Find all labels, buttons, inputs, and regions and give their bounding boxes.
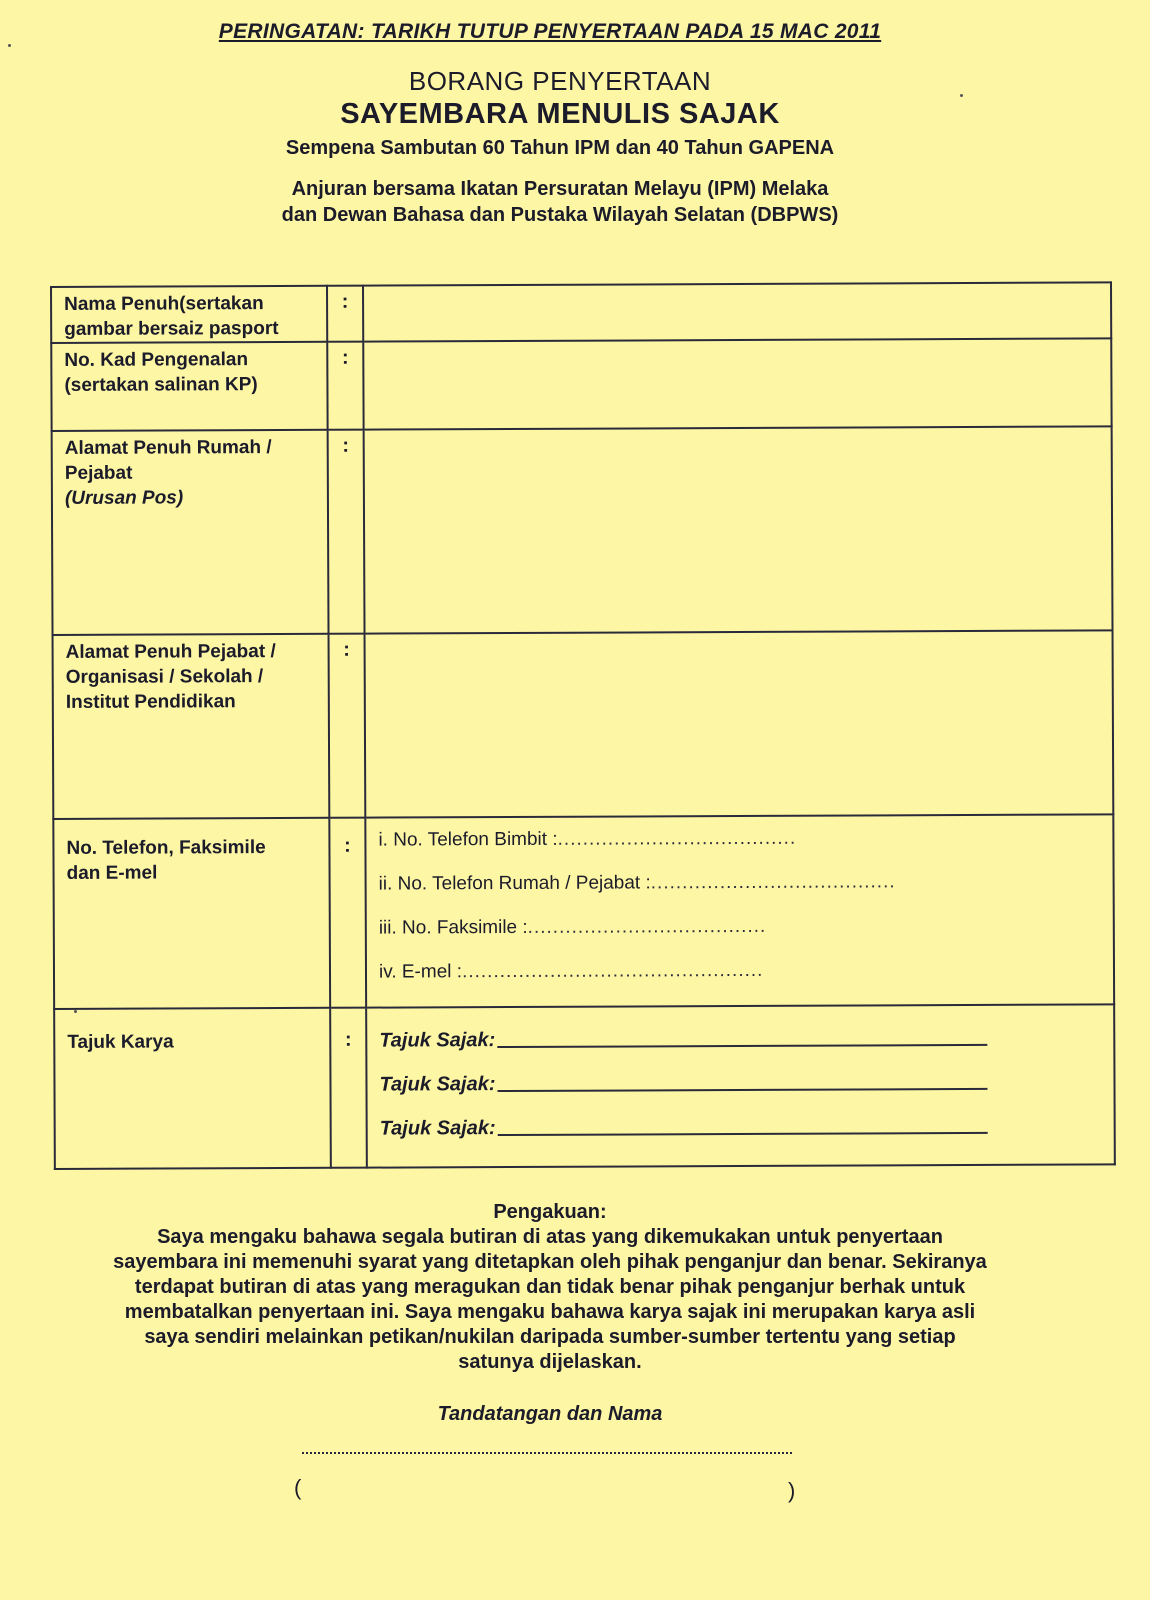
scan-speck [74,1010,77,1013]
name-close-paren: ) [788,1478,796,1503]
home-address-label-line-2: Pejabat [64,462,133,484]
fax-dots: ...................................... [527,915,767,938]
work-title-label-line-1: Tajuk Karya [67,1031,174,1053]
office-address-label [53,634,330,819]
poem-title-fields [366,1004,1115,1167]
contact-label-line-2: dan E-mel [66,862,158,884]
signature-label: Tandatangan dan Nama [437,1403,663,1425]
poem-title-label: Tajuk Sajak: [379,1029,496,1052]
fax-field[interactable] [379,913,1113,960]
poem-title-field-2[interactable] [379,1049,1113,1096]
form-subtitle: Sempena Sambutan 60 Tahun IPM dan 40 Tahun GAPENA [285,137,835,159]
colon: : [327,286,363,342]
organizers [0,176,1120,228]
contact-fields [365,814,1114,1007]
poem-title-field-3[interactable] [380,1093,1114,1140]
name-open-paren: ( [294,1475,302,1500]
entry-form-table [50,281,1116,1170]
form-label: BORANG PENYERTAAN [408,66,712,96]
home-address-label [52,430,329,635]
mobile-phone-field[interactable] [378,825,1112,872]
poem-title-field-1[interactable] [379,1005,1113,1052]
closing-date-warning: PERINGATAN: TARIKH TUTUP PENYERTAAN PADA 15 MAC 2011 [218,20,882,43]
colon: : [329,634,366,818]
row-full-name [51,282,1111,343]
full-name-label-line-1: Nama Penuh(sertakan [64,293,264,315]
office-address-label-line-2: Organisasi / Sekolah / [65,666,264,688]
poem-title-underline [497,1088,987,1092]
email-label: iv. E-mel : [378,961,463,983]
office-address-field[interactable] [365,630,1114,817]
full-name-label-line-2: gambar bersaiz pasport [64,318,279,340]
declaration-line-2: sayembara ini memenuhi syarat yang ditetapkan oleh pihak penganjur dan benar. Sekiranya [113,1251,987,1273]
contact-label [53,818,330,1009]
scan-speck [8,44,11,47]
home-office-phone-dots: ....................................... [650,871,896,894]
poem-title-label: Tajuk Sajak: [379,1073,496,1096]
ic-number-label [51,342,327,431]
poem-title-underline [498,1132,988,1136]
home-address-field[interactable] [364,426,1113,633]
home-office-phone-field[interactable] [379,869,1113,916]
signature-line[interactable] [302,1452,792,1454]
declaration-line-4: membatalkan penyertaan ini. Saya mengaku bahawa karya sajak ini merupakan karya asli [124,1301,976,1323]
declaration-line-1: Saya mengaku bahawa segala butiran di atas yang dikemukakan untuk penyertaan [157,1226,943,1248]
fax-label: iii. No. Faksimile : [378,916,528,939]
form-header [0,66,1120,228]
row-office-address [53,630,1114,819]
ic-number-field[interactable] [363,338,1111,429]
declaration-line-6: satunya dijelaskan. [458,1351,642,1373]
row-ic-number [51,338,1111,431]
colon: : [330,1008,367,1168]
row-work-title [54,1004,1115,1169]
declaration-heading: Pengakuan: [493,1201,607,1223]
declaration-line-3: terdapat butiran di atas yang meragukan dan tidak benar pihak penganjur berhak untuk [134,1276,966,1298]
mobile-phone-dots: ...................................... [557,827,797,850]
poem-title-label: Tajuk Sajak: [379,1117,496,1140]
declaration [40,1200,1060,1375]
home-address-label-line-1: Alamat Penuh Rumah / [64,437,272,459]
contact-label-line-1: No. Telefon, Faksimile [66,837,266,859]
ic-number-label-line-2: (sertakan salinan KP) [64,374,258,396]
home-address-label-note: (Urusan Pos) [64,487,184,509]
full-name-field[interactable] [363,282,1111,341]
colon: : [328,430,365,634]
declaration-line-5: saya sendiri melainkan petikan/nukilan daripada sumber-sumber tertentu yang setiap [144,1326,956,1348]
poem-title-underline [497,1044,987,1048]
office-address-label-line-3: Institut Pendidikan [65,691,236,713]
email-dots: ................................................ [461,959,764,983]
colon: : [327,342,363,430]
organizers-line-2: dan Dewan Bahasa dan Pustaka Wilayah Selatan (DBPWS) [281,204,839,226]
scan-speck [960,94,963,97]
ic-number-label-line-1: No. Kad Pengenalan [64,349,249,371]
row-home-address [52,426,1113,635]
work-title-label [54,1008,331,1169]
home-office-phone-label: ii. No. Telefon Rumah / Pejabat : [378,872,651,895]
office-address-label-line-1: Alamat Penuh Pejabat / [65,641,276,663]
form-title: SAYEMBARA MENULIS SAJAK [340,98,780,130]
email-field[interactable] [379,957,1113,1004]
full-name-label [51,286,327,343]
mobile-phone-label: i. No. Telefon Bimbit : [378,828,558,851]
colon: : [329,818,366,1008]
row-contact [53,814,1114,1009]
organizers-line-1: Anjuran bersama Ikatan Persuratan Melayu (IPM) Melaka [291,178,829,200]
